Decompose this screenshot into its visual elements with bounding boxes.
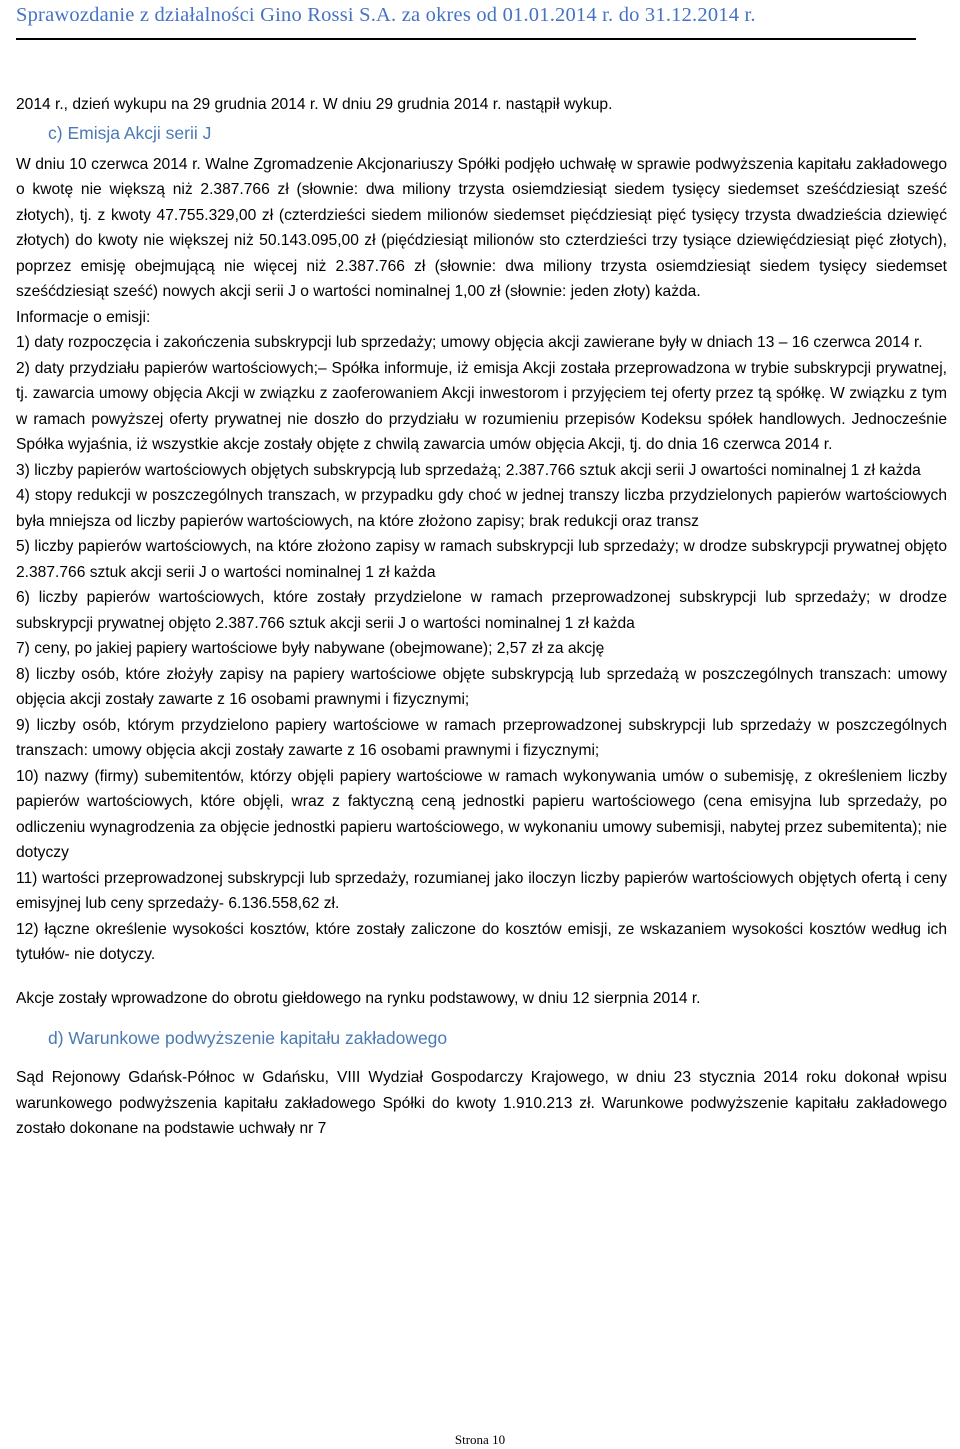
emission-paragraph: W dniu 10 czerwca 2014 r. Walne Zgromadzenie Akcjonariuszy Spółki podjęło uchwałę w sprawie podwyższenia kapitału zakładowego o kwotę nie większą niż 2.387.766 zł (słownie: dwa miliony trzysta osiemdziesiąt siedem tysięcy siedemset sześćdziesiąt sześć złotych), tj. z kwoty 47.755.329,00 zł (czterdzieści siedem milionów siedemset pięćdziesiąt pięć tysięcy trzysta dwadzieścia dziewięć złotych) do kwoty nie większej niż 50.143.095,00 zł (pięćdziesiąt milionów sto czterdzieści trzy tysiące dziewięćdziesiąt pięć złotych), poprzez emisję obejmującą nie więcej niż 2.387.766 zł (słownie: dwa miliony trzysta osiemdziesiąt siedem tysięcy siedemset sześćdziesiąt sześć) nowych akcji serii J o wartości nominalnej 1,00 zł (słownie: jeden złoty) każda.: [16, 155, 947, 300]
page-number: Strona 10: [454, 1432, 506, 1447]
section-heading-c: c) Emisja Akcji serii J: [48, 122, 212, 143]
document-body: [16, 92, 947, 1142]
page-header: [16, 0, 916, 40]
list-item-4: 4) stopy redukcji w poszczególnych transzach, w przypadku gdy choć w jednej transzy liczba przydzielonych papierów wartościowych była mniejsza od liczby papierów wartościowych, na które złożono zapisy; brak redukcji oraz transz: [16, 487, 947, 530]
list-item-6: 6) liczby papierów wartościowych, które zostały przydzielone w ramach przeprowadzonej subskrypcji lub sprzedaży; w drodze subskrypcji prywatnej objęto 2.387.766 sztuk akcji serii J o wartości nominalnej 1 zł każda: [16, 589, 947, 632]
list-item-2: 2) daty przydziału papierów wartościowych;– Spółka informuje, iż emisja Akcji została przeprowadzona w trybie subskrypcji prywatnej, tj. zawarcia umowy objęcia Akcji w związku z zaoferowaniem Akcji inwestorom i przyjęciem tej oferty przez tą spółkę. W związku z tym w ramach powyższej oferty prywatnej nie doszło do przydziału w rozumieniu przepisów Kodeksu spółek handlowych. Jednocześnie Spółka wyjaśnia, iż wszystkie akcje zostały objęte z chwilą zawarcia umów objęcia Akcji, tj. do dnia 16 czerwca 2014 r.: [16, 359, 947, 453]
intro-paragraph: 2014 r., dzień wykupu na 29 grudnia 2014 r. W dniu 29 grudnia 2014 r. nastąpił wykup.: [16, 96, 613, 113]
section-heading-d: d) Warunkowe podwyższenie kapitału zakładowego: [48, 1028, 448, 1048]
paragraph-spacer: [16, 968, 947, 986]
list-item-8: 8) liczby osób, które złożyły zapisy na papiery wartościowe objęte subskrypcją lub sprzedażą w poszczególnych transzach: umowy objęcia akcji zostały zawarte z 16 osobami prawnymi i fizycznymi;: [16, 665, 947, 708]
list-item-1: 1) daty rozpoczęcia i zakończenia subskrypcji lub sprzedaży; umowy objęcia akcji zawierane były w dniach 13 – 16 czerwca 2014 r.: [16, 334, 923, 351]
list-item-12: 12) łączne określenie wysokości kosztów, które zostały zaliczone do kosztów emisji, ze wskazaniem wysokości kosztów według ich tytułów- nie dotyczy.: [16, 920, 947, 963]
info-label: Informacje o emisji:: [16, 308, 151, 326]
list-item-9: 9) liczby osób, którym przydzielono papiery wartościowe w ramach przeprowadzonej subskrypcji lub sprzedaży w poszczególnych transzach: umowy objęcia akcji zostały zawarte z 16 osobami prawnymi i fizycznymi;: [16, 716, 947, 759]
report-title: Sprawozdanie z działalności Gino Rossi S.A. za okres od 01.01.2014 r. do 31.12.2014 r.: [16, 4, 756, 26]
list-item-10: 10) nazwy (firmy) subemitentów, którzy objęli papiery wartościowe w ramach wykonywania umów o subemisję, z określeniem liczby papierów wartościowych, które objęli, wraz z faktyczną ceną jednostki papieru wartościowego (cena emisyjna lub sprzedaży, po odliczeniu wynagrodzenia za objęcie jednostki papieru wartościowego, w wykonaniu umowy subemisji, nabytej przez subemitenta); nie dotyczy: [16, 767, 947, 861]
list-item-5: 5) liczby papierów wartościowych, na które złożono zapisy w ramach subskrypcji lub sprzedaży; w drodze subskrypcji prywatnej objęto 2.387.766 sztuk akcji serii J o wartości nominalnej 1 zł każda: [16, 538, 947, 581]
list-item-3: 3) liczby papierów wartościowych objętych subskrypcją lub sprzedażą; 2.387.766 sztuk akcji serii J owartości nominalnej 1 zł każda: [16, 461, 921, 479]
list-item-7: 7) ceny, po jakiej papiery wartościowe były nabywane (obejmowane); 2,57 zł za akcję: [16, 640, 605, 657]
conditional-increase-paragraph: Sąd Rejonowy Gdańsk-Północ w Gdańsku, VIII Wydział Gospodarczy Krajowego, w dniu 23 stycznia 2014 roku dokonał wpisu warunkowego podwyższenia kapitału zakładowego Spółki do kwoty 1.910.213 zł. Warunkowe podwyższenie kapitału zakładowego zostało dokonane na podstawie uchwały nr 7: [16, 1069, 947, 1137]
listing-paragraph: Akcje zostały wprowadzone do obrotu giełdowego na rynku podstawowy, w dniu 12 sierpnia 2014 r.: [16, 989, 701, 1007]
list-item-11: 11) wartości przeprowadzonej subskrypcji lub sprzedaży, rozumianej jako iloczyn liczby papierów wartościowych objętych ofertą i ceny emisyjnej lub ceny sprzedaży- 6.136.558,62 zł.: [16, 869, 947, 912]
